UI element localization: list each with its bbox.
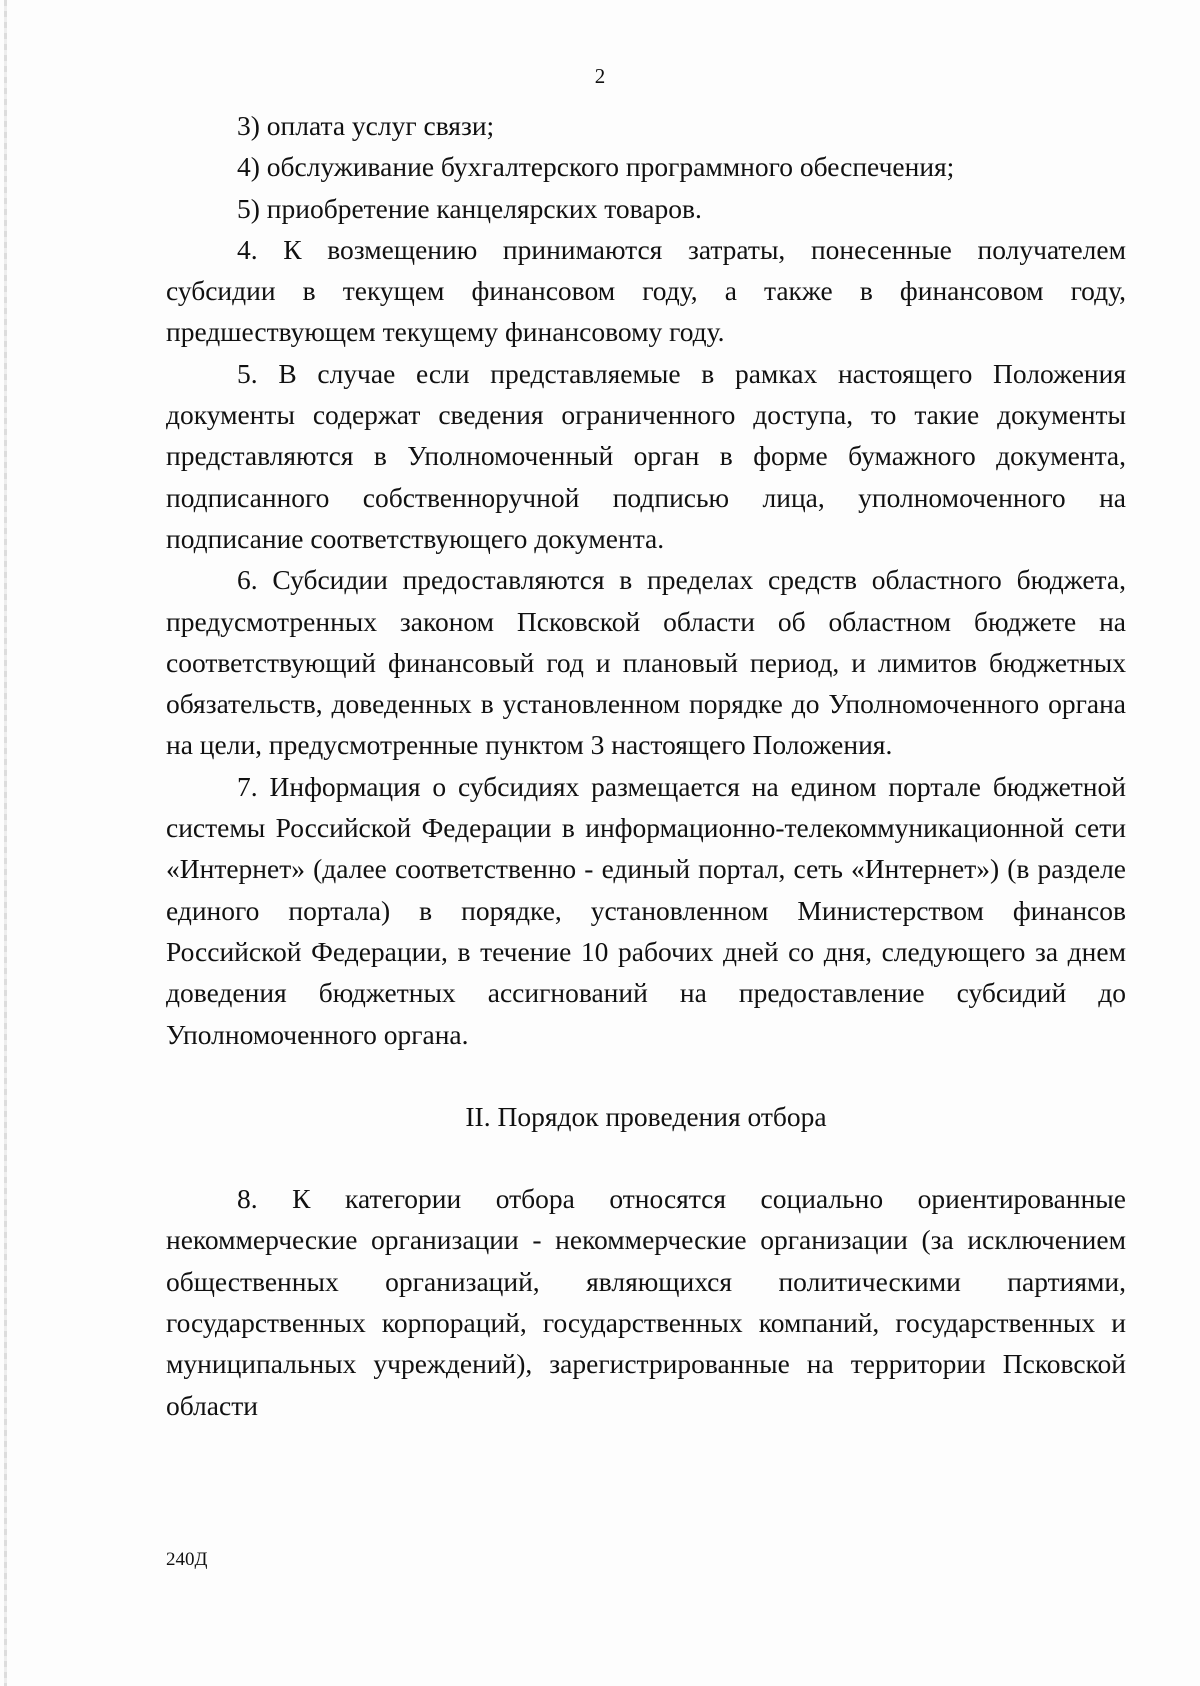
paragraph-5: 5. В случае если представляемые в рамках настоящего Положения документы содержат сведения ограниченного доступа, то такие документы представляются в Уполномоченный орган в форме бумажного документа, подписанного собственноручной подписью лица, уполномоченного на подписание соответствующего документа. xyxy=(166,357,1126,554)
paragraph-6: 6. Субсидии предоставляются в пределах средств областного бюджета, предусмотренных законом Псковской области об областном бюджете на соответствующий финансовый год и плановый период, и лимитов бюджетных обязательств, доведенных в установленном порядке до Уполномоченного органа на цели, предусмотренные пунктом 3 настоящего Положения. xyxy=(166,564,1126,761)
section-heading: II. Порядок проведения отбора xyxy=(465,1100,827,1132)
document-body xyxy=(166,105,1126,1426)
paragraph-4: 4. К возмещению принимаются затраты, понесенные получателем субсидии в текущем финансовом году, а также в финансовом году, предшествующем текущему финансовому году. xyxy=(166,233,1126,348)
paragraph-7: 7. Информация о субсидиях размещается на едином портале бюджетной системы Российской Федерации в информационно-телекоммуникационной сети «Интернет» (далее соответственно - единый портал, сеть «Интернет») (в разделе единого портала) в порядке, установленном Министерством финансов Российской Федерации, в течение 10 рабочих дней со дня, следующего за днем доведения бюджетных ассигнований на предоставление субсидий до Уполномоченного органа. xyxy=(166,770,1126,1050)
list-item: 3) оплата услуг связи; xyxy=(237,110,495,141)
scan-edge xyxy=(4,0,7,1686)
page-number: 2 xyxy=(594,64,606,88)
footer-code: 240Д xyxy=(166,1549,208,1570)
list-item: 4) обслуживание бухгалтерского программного обеспечения; xyxy=(237,151,955,183)
list-item: 5) приобретение канцелярских товаров. xyxy=(237,192,702,224)
paragraph-8: 8. К категории отбора относятся социально ориентированные некоммерческие организации - некоммерческие организации (за исключением общественных организаций, являющихся политическими партиями, государственных корпораций, государственных компаний, государственных и муниципальных учреждений), зарегистрированные на территории Псковской области xyxy=(166,1183,1126,1421)
